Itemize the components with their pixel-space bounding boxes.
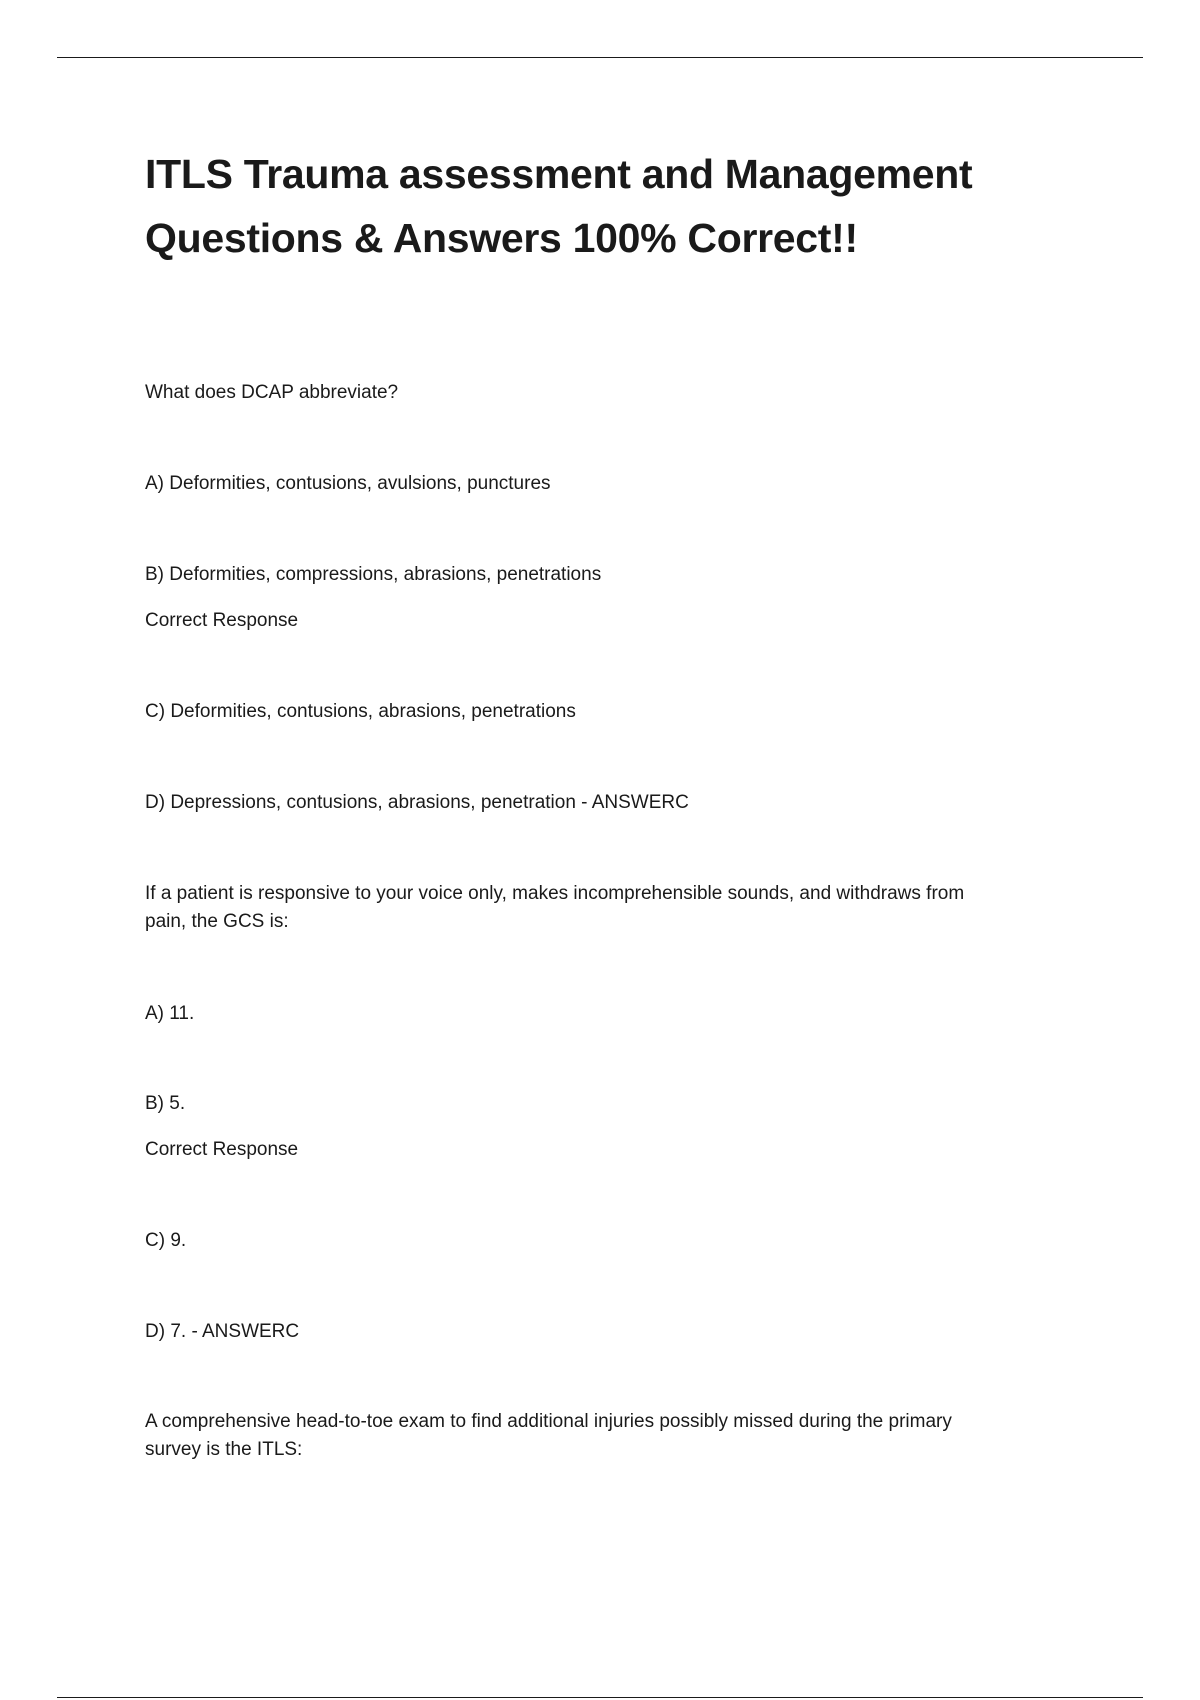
- question-3-prompt-line-2: survey is the ITLS:: [145, 1439, 303, 1460]
- title-line-1: ITLS Trauma assessment and Management: [145, 151, 973, 197]
- question-2-correct-response: Correct Response: [145, 1139, 299, 1160]
- header-rule: [57, 57, 1143, 58]
- question-2-prompt: [145, 880, 1045, 936]
- question-1-option-b: B) Deformities, compressions, abrasions, penetrations: [145, 564, 602, 585]
- question-2-option-a: A) 11.: [145, 1003, 195, 1024]
- question-2-prompt-line-2: pain, the GCS is:: [145, 911, 289, 932]
- question-1-option-a: A) Deformities, contusions, avulsions, punctures: [145, 473, 551, 494]
- question-2-option-c: C) 9.: [145, 1230, 187, 1251]
- question-1-option-c: C) Deformities, contusions, abrasions, penetrations: [145, 701, 576, 722]
- footer-rule: [57, 1697, 1143, 1698]
- question-1-prompt: What does DCAP abbreviate?: [145, 382, 399, 403]
- title-line-2: Questions & Answers 100% Correct!!: [145, 215, 858, 261]
- question-3-prompt: [145, 1408, 1045, 1464]
- document-title: [145, 142, 1065, 270]
- question-3-prompt-line-1: A comprehensive head-to-toe exam to find additional injuries possibly missed during the primary: [145, 1411, 952, 1432]
- question-2-prompt-line-1: If a patient is responsive to your voice only, makes incomprehensible sounds, and withdraws from: [145, 883, 965, 904]
- question-2-option-b: B) 5.: [145, 1093, 186, 1114]
- question-1-option-d: D) Depressions, contusions, abrasions, penetration - ANSWERC: [145, 792, 689, 813]
- question-1-correct-response: Correct Response: [145, 610, 299, 631]
- question-2-option-d: D) 7. - ANSWERC: [145, 1321, 300, 1342]
